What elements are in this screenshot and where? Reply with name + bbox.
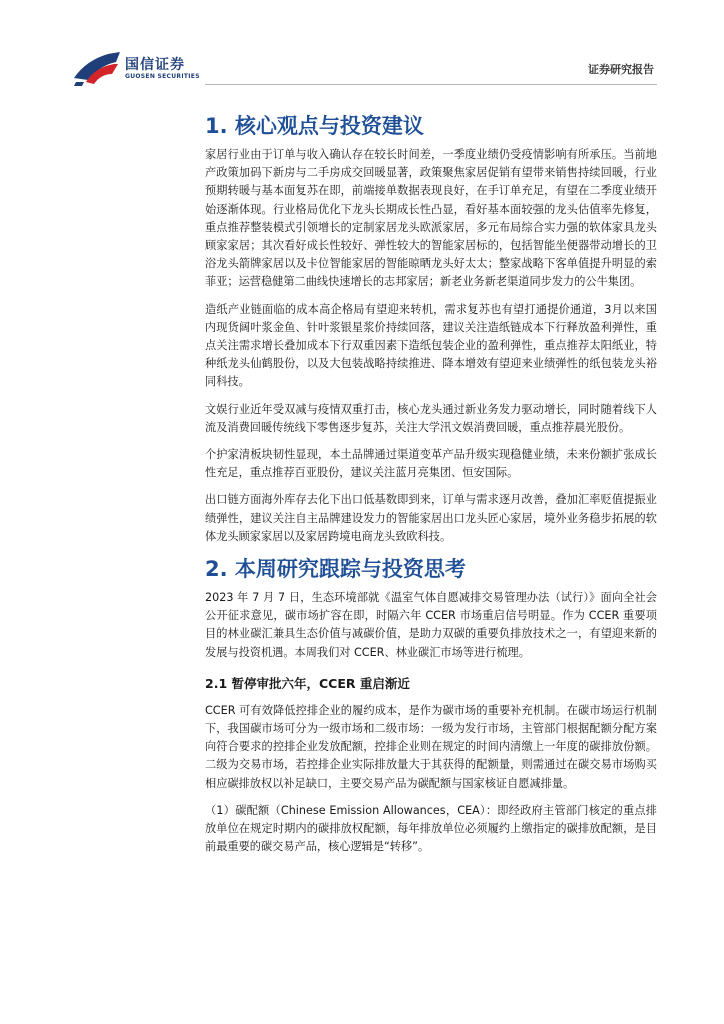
guosen-logo: [72, 48, 208, 88]
subsection-2-1-paragraph-2: （1）碳配额（Chinese Emission Allowances，CEA）：即经政府主管部门核定的重点排放单位在规定时期内的碳排放权配额，每年排放单位必须履约上缴指定的碳排放配额，是目前最重要的碳交易产品，核心逻辑是“转移”。: [205, 803, 657, 854]
logo-english-name: GUOSEN SECURITIES: [125, 73, 200, 80]
section-2-heading: 2. 本周研究跟踪与投资思考: [205, 557, 466, 582]
section-1-paragraph-2: 造纸产业链面临的成本高企格局有望迎来转机，需求复苏也有望打通提价通道，3月以来国内现货阔叶浆金鱼、针叶浆银星浆价持续回落，建议关注造纸链成本下行释放盈利弹性，重点关注需求增长叠加成本下行双重因素下造纸包装企业的盈利弹性，重点推荐太阳纸业，特种纸龙头仙鹤股份，以及大包装战略持续推进、降本增效有望迎来业绩弹性的纸包装龙头裕同科技。: [205, 302, 657, 389]
header-divider: [205, 84, 657, 85]
section-1-paragraph-1: 家居行业由于订单与收入确认存在较长时间差，一季度业绩仍受疫情影响有所承压。当前地产政策加码下新房与二手房成交回暖显著，政策聚焦家居促销有望带来销售持续回暖，行业预期转暖与基本面复苏在即，前端接单数据表现良好，在手订单充足，有望在二季度业绩开始逐渐体现。行业格局优化下龙头长期成长性凸显，看好基本面较强的龙头估值率先修复，重点推荐整装模式引领增长的定制家居龙头欧派家居，多元布局综合实力强的软体家具龙头顾家家居；其次看好成长性较好、弹性较大的智能家居标的，包括智能坐便器带动增长的卫浴龙头箭牌家居以及卡位智能家居的智能晾晒龙头好太太；整家战略下客单值提升明显的索菲亚；运营稳健第二曲线快速增长的志邦家居；新老业务新老渠道同步发力的公牛集团。: [205, 148, 657, 289]
report-body: [205, 112, 657, 866]
section-1-paragraph-5: 出口链方面海外库存去化下出口低基数即到来，订单与需求逐月改善，叠加汇率贬值提振业绩弹性，建议关注自主品牌建设发力的智能家居出口龙头匠心家居，境外业务稳步拓展的软体龙头顾家家居以及家居跨境电商龙头致欧科技。: [205, 493, 657, 543]
subsection-2-1-heading: 2.1 暂停审批六年，CCER 重启渐近: [205, 675, 410, 691]
report-type-label: 证券研究报告: [588, 63, 654, 76]
section-1-heading: 1. 核心观点与投资建议: [205, 114, 424, 138]
section-1-paragraph-3: 文娱行业近年受双减与疫情双重打击，核心龙头通过新业务发力驱动增长，同时随着线下人流及消费回暖传统线下零售逐步复苏，关注大学汛文娱消费回暖，重点推荐晨光股份。: [205, 402, 657, 434]
subsection-2-1-paragraph-1: CCER 可有效降低控排企业的履约成本，是作为碳市场的重要补充机制。在碳市场运行机制下，我国碳市场可分为一级市场和二级市场：一级为发行市场，主管部门根据配额分配方案向符合要求的控排企业发放配额，控排企业则在规定的时间内清缴上一年度的碳排放份额。二级为交易市场，若控排企业实际排放量大于其获得的配额量，则需通过在碳交易市场购买相应碳排放权以补足缺口，主要交易产品为碳配额与国家核证自愿减排量。: [205, 703, 657, 790]
section-1-paragraph-4: 个护家清板块韧性显现，本土品牌通过渠道变革产品升级实现稳健业绩，未来份额扩张成长性充足，重点推荐百亚股份，建议关注蓝月亮集团、恒安国际。: [205, 448, 657, 480]
section-2-intro: 2023 年 7 月 7 日，生态环境部就《温室气体自愿减排交易管理办法（试行）》面向全社会公开征求意见，碳市场扩容在即，时隔六年 CCER 市场重启信号明显。作为 CCER 重要项目的林业碳汇兼具生态价值与减碳价值，是助力双碳的重要负排放技术之一，有望迎来新的发展与投资机遇。本周我们对 CCER、林业碳汇市场等进行梳理。: [205, 591, 657, 659]
logo-chinese-name: 国信证券: [125, 57, 185, 73]
guosen-logo-icon: [72, 48, 122, 88]
page-header: [0, 0, 724, 90]
